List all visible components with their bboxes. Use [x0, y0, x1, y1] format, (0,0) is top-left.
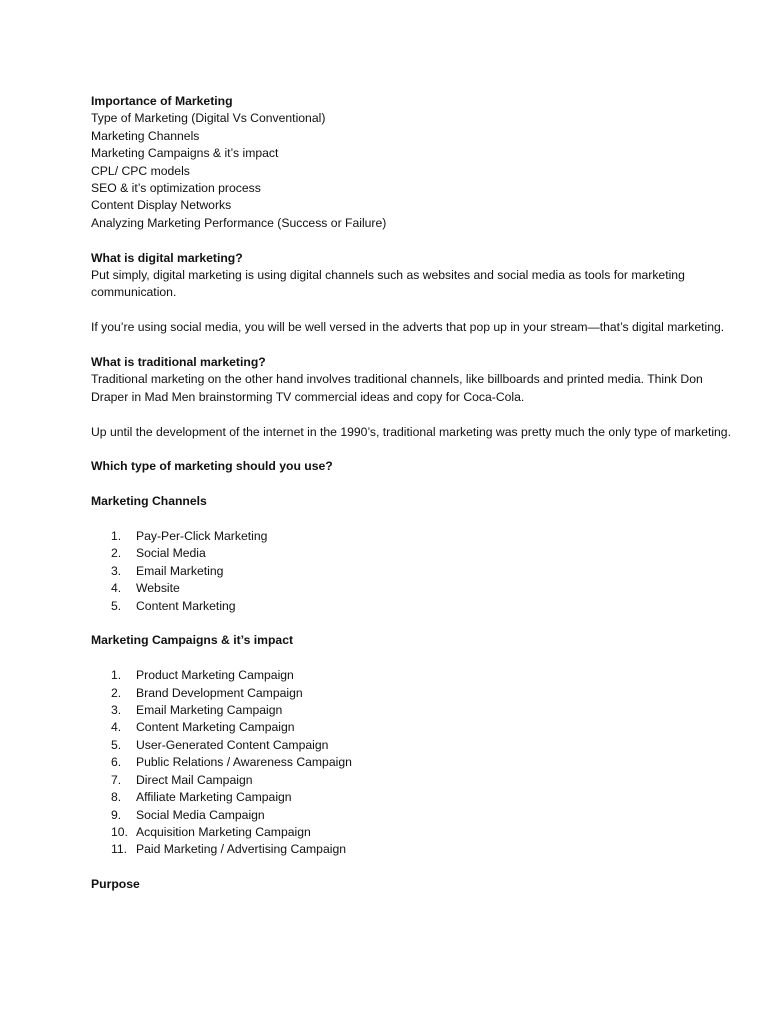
list-item — [91, 528, 731, 545]
list-number: 3. — [111, 703, 122, 718]
list-item — [91, 563, 731, 580]
list-number: 8. — [111, 790, 122, 805]
list-item — [91, 841, 731, 858]
list-item-label: Email Marketing — [136, 563, 224, 578]
list-item-label: Website — [136, 581, 180, 596]
list-item — [91, 807, 731, 824]
agenda-list — [91, 93, 731, 232]
agenda-item-importance: Importance of Marketing — [91, 94, 233, 108]
list-number: 3. — [111, 563, 122, 578]
list-item — [91, 667, 731, 684]
list-number: 1. — [111, 668, 122, 683]
spacer — [91, 441, 731, 458]
list-item — [91, 824, 731, 841]
list-item — [91, 702, 731, 719]
list-item — [91, 789, 731, 806]
list-number: 10. — [111, 824, 128, 839]
list-item — [91, 772, 731, 789]
agenda-item-seo: SEO & it’s optimization process — [91, 181, 261, 196]
channels-list — [91, 528, 731, 615]
list-item-label: Product Marketing Campaign — [136, 668, 294, 683]
agenda-item-cpl-cpc: CPL/ CPC models — [91, 163, 190, 178]
list-item-label: Content Marketing Campaign — [136, 720, 295, 735]
list-number: 5. — [111, 598, 122, 613]
spacer — [91, 302, 731, 319]
list-number: 5. — [111, 737, 122, 752]
list-item-label: User-Generated Content Campaign — [136, 737, 329, 752]
list-item — [91, 737, 731, 754]
spacer — [91, 650, 731, 667]
list-item-label: Affiliate Marketing Campaign — [136, 790, 292, 805]
spacer — [91, 232, 731, 249]
list-item — [91, 685, 731, 702]
traditional-heading: What is traditional marketing? — [91, 355, 266, 370]
agenda-item-types: Type of Marketing (Digital Vs Conventional) — [91, 111, 326, 126]
agenda-item-analyzing: Analyzing Marketing Performance (Success or Failure) — [91, 215, 387, 230]
purpose-heading: Purpose — [91, 877, 140, 892]
list-number: 7. — [111, 772, 122, 787]
digital-paragraph-1: Put simply, digital marketing is using digital channels such as websites and social media as tools for marketing communication. — [91, 268, 685, 300]
list-item-label: Public Relations / Awareness Campaign — [136, 755, 352, 770]
list-item-label: Pay-Per-Click Marketing — [136, 529, 268, 544]
list-number: 4. — [111, 581, 122, 596]
list-item-label: Paid Marketing / Advertising Campaign — [136, 842, 347, 857]
list-item-label: Brand Development Campaign — [136, 685, 303, 700]
spacer — [91, 859, 731, 876]
list-item-label: Email Marketing Campaign — [136, 703, 283, 718]
digital-paragraph-2: If you’re using social media, you will be well versed in the adverts that pop up in your stream—that’s digital marketing. — [91, 320, 725, 335]
spacer — [91, 337, 731, 354]
list-item — [91, 754, 731, 771]
list-number: 1. — [111, 529, 122, 544]
traditional-paragraph-1: Traditional marketing on the other hand involves traditional channels, like billboards and printed media. Think Don Draper in Mad Men brainstorming TV commercial ideas and copy for Coca-Cola. — [91, 372, 703, 404]
list-item-label: Social Media Campaign — [136, 807, 265, 822]
agenda-item-channels: Marketing Channels — [91, 128, 200, 143]
list-item — [91, 598, 731, 615]
list-number: 2. — [111, 685, 122, 700]
campaigns-list — [91, 667, 731, 858]
document-page — [91, 93, 731, 894]
spacer — [91, 511, 731, 528]
agenda-item-content-display: Content Display Networks — [91, 198, 232, 213]
list-item-label: Acquisition Marketing Campaign — [136, 824, 311, 839]
channels-heading: Marketing Channels — [91, 494, 207, 509]
spacer — [91, 615, 731, 632]
list-number: 6. — [111, 755, 122, 770]
agenda-item-campaigns: Marketing Campaigns & it’s impact — [91, 146, 279, 161]
list-item-label: Social Media — [136, 546, 206, 561]
traditional-paragraph-2: Up until the development of the internet in the 1990’s, traditional marketing was pretty much the only type of marketing. — [91, 424, 731, 439]
which-type-heading: Which type of marketing should you use? — [91, 459, 333, 474]
list-number: 9. — [111, 807, 122, 822]
list-item-label: Direct Mail Campaign — [136, 772, 253, 787]
list-number: 4. — [111, 720, 122, 735]
list-item — [91, 545, 731, 562]
list-item-label: Content Marketing — [136, 598, 236, 613]
campaigns-heading: Marketing Campaigns & it’s impact — [91, 633, 294, 648]
digital-heading: What is digital marketing? — [91, 250, 243, 265]
spacer — [91, 476, 731, 493]
list-item — [91, 580, 731, 597]
list-item — [91, 719, 731, 736]
spacer — [91, 406, 731, 423]
list-number: 2. — [111, 546, 122, 561]
list-number: 11. — [111, 842, 128, 857]
